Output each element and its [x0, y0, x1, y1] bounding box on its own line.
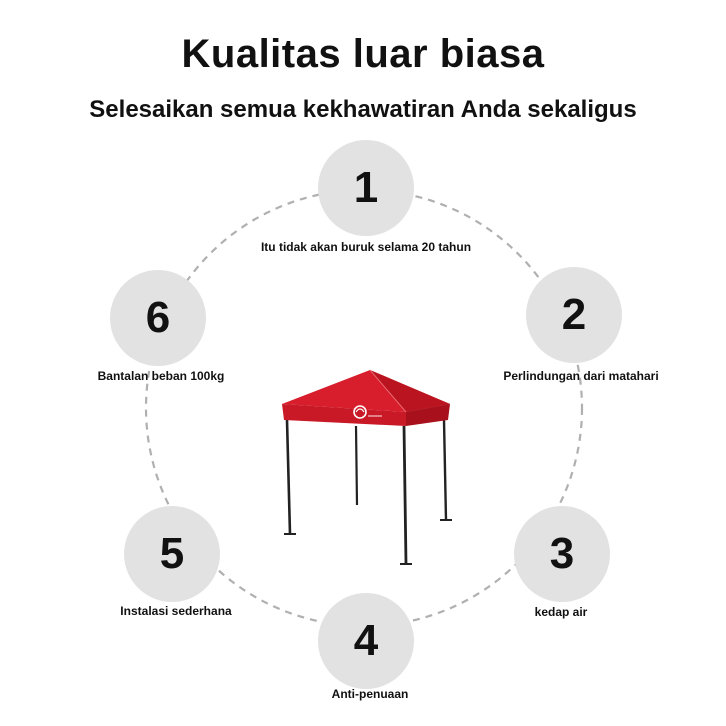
feature-badge-4 [318, 593, 414, 689]
feature-badge-1 [318, 140, 414, 236]
feature-label-5: Instalasi sederhana [120, 604, 232, 618]
feature-badge-5 [124, 506, 220, 602]
feature-label-1: Itu tidak akan buruk selama 20 tahun [260, 240, 472, 254]
feature-label-2: Perlindungan dari matahari [503, 369, 659, 383]
feature-number: 1 [353, 163, 379, 212]
feature-label-4: Anti-penuaan [331, 687, 409, 701]
feature-number: 4 [353, 616, 379, 665]
page-title: Kualitas luar biasa [181, 32, 545, 76]
feature-label-3: kedap air [534, 605, 588, 619]
feature-number: 6 [145, 293, 171, 342]
feature-badge-6 [110, 270, 206, 366]
page-subtitle: Selesaikan semua kekhawatiran Anda sekaligus [89, 96, 637, 123]
canopy-tent-image [272, 362, 462, 572]
feature-number: 5 [159, 529, 185, 578]
feature-number: 2 [561, 290, 587, 339]
feature-badge-2 [526, 267, 622, 363]
feature-label-6: Bantalan beban 100kg [97, 369, 225, 383]
feature-badge-3 [514, 506, 610, 602]
feature-number: 3 [549, 529, 575, 578]
